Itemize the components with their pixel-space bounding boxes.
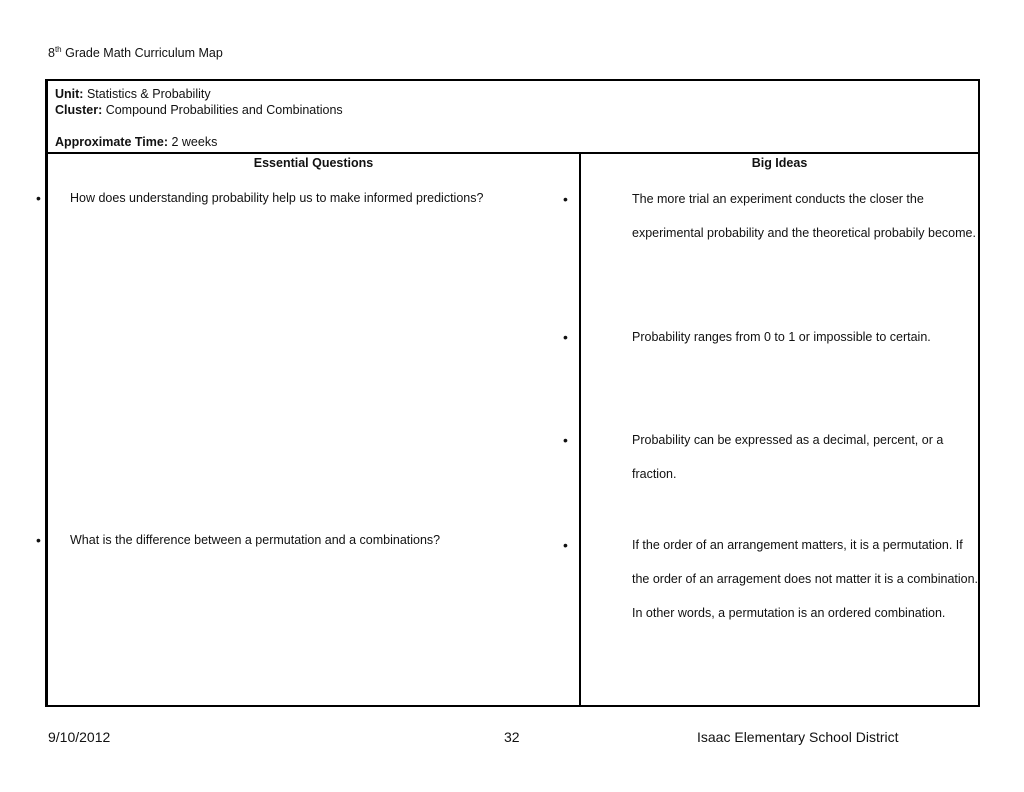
essential-questions-heading: Essential Questions	[253, 156, 374, 170]
time-value: 2 weeks	[168, 135, 218, 149]
big-idea-item	[563, 182, 977, 250]
big-idea-text: Probability can be expressed as a decimal, percent, or a fraction.	[632, 433, 944, 481]
bullet-icon: •	[563, 329, 568, 345]
bullet-icon: •	[36, 532, 41, 548]
bullet-icon: •	[36, 190, 41, 206]
unit-label: Unit:	[55, 87, 84, 101]
big-idea-item	[563, 423, 977, 491]
time-line	[55, 134, 343, 150]
bullet-icon: •	[563, 191, 568, 207]
cluster-value: Compound Probabilities and Combinations	[102, 103, 343, 117]
footer-district: Isaac Elementary School District	[697, 729, 899, 745]
cluster-label: Cluster:	[55, 103, 103, 117]
title-text: Grade Math Curriculum Map	[61, 46, 223, 60]
footer-date: 9/10/2012	[48, 729, 111, 745]
big-idea-item	[563, 320, 977, 354]
unit-info	[55, 86, 343, 150]
big-idea-text: The more trial an experiment conducts the closer the experimental probability and the theoretical probabily become.	[632, 192, 976, 240]
big-idea-item	[563, 528, 982, 630]
big-idea-text: Probability ranges from 0 to 1 or impossible to certain.	[632, 330, 931, 344]
time-label: Approximate Time:	[55, 135, 168, 149]
header-divider	[48, 152, 978, 154]
grade-suffix: th	[54, 44, 62, 54]
bullet-icon: •	[563, 537, 568, 553]
bullet-icon: •	[563, 432, 568, 448]
essential-question-item	[36, 532, 440, 549]
big-ideas-heading: Big Ideas	[751, 156, 808, 170]
document-title	[48, 46, 223, 60]
question-text: How does understanding probability help us to make informed predictions?	[70, 191, 484, 205]
footer-page-number: 32	[504, 729, 520, 745]
cluster-line	[55, 102, 343, 118]
unit-line	[55, 86, 343, 102]
big-idea-text: If the order of an arrangement matters, it is a permutation. If the order of an arragement does not matter it is a combination. In other words, a permutation is an ordered combination.	[632, 538, 979, 620]
question-text: What is the difference between a permutation and a combinations?	[70, 533, 441, 547]
grade-number: 8	[48, 46, 55, 60]
essential-question-item	[36, 190, 483, 207]
unit-value: Statistics & Probability	[83, 87, 211, 101]
